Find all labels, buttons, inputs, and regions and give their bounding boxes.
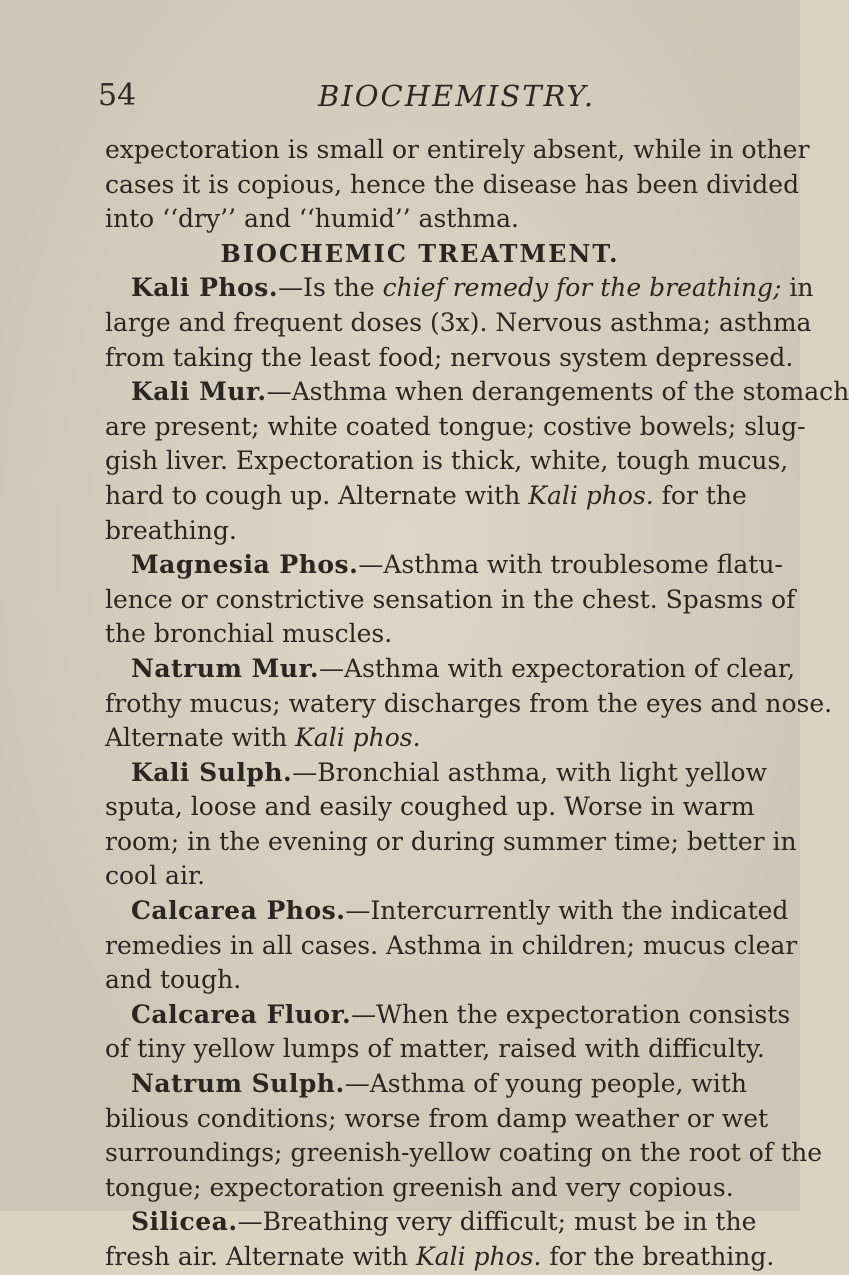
- text-run: for the breathing.: [541, 1242, 775, 1271]
- remedy-name: Kali Mur.: [131, 377, 267, 407]
- italic-text: Kali phos.: [528, 480, 654, 510]
- text-line: [105, 444, 789, 479]
- text-line: [105, 306, 812, 341]
- text-line: [105, 1032, 765, 1067]
- page-number: 54: [98, 78, 137, 113]
- text-run: fresh air. Alternate with: [105, 1242, 416, 1271]
- text-run: expectoration is small or entirely absent, while in other: [105, 135, 810, 164]
- remedy-name: Magnesia Phos.: [131, 550, 359, 580]
- text-run: lence or constrictive sensation in the chest. Spasms of: [105, 584, 796, 614]
- text-line: [105, 479, 747, 514]
- text-run: BIOCHEMIC TREATMENT.: [220, 238, 620, 268]
- text-run: breathing.: [105, 515, 237, 545]
- text-run: —Intercurrently with the indicated: [345, 896, 789, 926]
- remedy-name: Silicea.: [131, 1207, 238, 1237]
- text-line: [105, 929, 798, 964]
- text-run: —Asthma with expectoration of clear,: [319, 653, 796, 683]
- text-run: cool air.: [105, 861, 206, 891]
- text-line: [105, 1240, 775, 1275]
- text-run: large and frequent doses (3x). Nervous asthma; asthma: [105, 307, 812, 337]
- text-line: [105, 341, 794, 376]
- text-line: [105, 963, 735, 998]
- text-line: [105, 721, 735, 756]
- text-run: —When the expectoration consists: [351, 999, 791, 1029]
- italic-text: Kali phos.: [416, 1242, 542, 1271]
- text-run: and tough.: [105, 965, 242, 995]
- remedy-name: Natrum Sulph.: [131, 1069, 345, 1099]
- text-line: [105, 687, 833, 722]
- text-run: room; in the evening or during summer time; better in: [105, 826, 797, 856]
- remedy-name: Calcarea Fluor.: [131, 999, 352, 1029]
- text-run: for the: [653, 480, 747, 510]
- text-run: bilious conditions; worse from damp weather or wet: [105, 1103, 769, 1133]
- text-run: from taking the least food; nervous system depressed.: [105, 342, 794, 372]
- text-run: of tiny yellow lumps of matter, raised with difficulty.: [105, 1034, 765, 1064]
- running-title: BIOCHEMISTRY.: [318, 79, 596, 113]
- text-run: remedies in all cases. Asthma in children; mucus clear: [105, 930, 798, 960]
- text-line: [105, 168, 800, 203]
- body-text: [105, 133, 849, 1275]
- text-line: [105, 1171, 735, 1206]
- text-run: the bronchial muscles.: [105, 619, 393, 649]
- section-heading: [105, 237, 735, 272]
- text-line: [105, 1102, 769, 1137]
- text-line: [105, 998, 791, 1033]
- text-run: hard to cough up. Alternate with: [105, 480, 529, 510]
- italic-text: Kali phos.: [295, 723, 421, 753]
- remedy-name: Kali Phos.: [131, 273, 279, 303]
- text-run: Alternate with: [105, 723, 296, 753]
- text-line: [105, 514, 735, 549]
- text-line: [105, 859, 735, 894]
- text-run: into ‘‘dry’’ and ‘‘humid’’ asthma.: [105, 204, 519, 234]
- text-run: gish liver. Expectoration is thick, white, tough mucus,: [105, 446, 789, 476]
- text-run: frothy mucus; watery discharges from the eyes and nose.: [105, 688, 833, 718]
- remedy-name: Kali Sulph.: [131, 757, 293, 787]
- remedy-name: Calcarea Phos.: [131, 896, 346, 926]
- text-line: [105, 583, 796, 618]
- text-line: [105, 617, 735, 652]
- text-line: [105, 894, 789, 929]
- text-run: —Is the: [278, 273, 383, 303]
- page-header: [98, 76, 748, 116]
- text-line: [105, 375, 849, 410]
- text-line: [105, 652, 796, 687]
- text-line: [105, 133, 810, 168]
- text-run: —Asthma of young people, with: [344, 1069, 747, 1099]
- italic-text: chief remedy for the breathing;: [382, 273, 782, 303]
- text-line: [105, 1067, 747, 1102]
- text-line: [105, 790, 755, 825]
- text-line: [105, 1136, 822, 1171]
- text-run: —Breathing very difficult; must be in the: [237, 1207, 757, 1237]
- text-run: cases it is copious, hence the disease has been divided: [105, 169, 800, 199]
- text-line: [105, 825, 797, 860]
- remedy-name: Natrum Mur.: [131, 653, 320, 683]
- text-line: [105, 548, 783, 583]
- text-line: [105, 202, 735, 237]
- text-run: —Asthma with troublesome flatu-: [358, 550, 783, 580]
- text-run: are present; white coated tongue; costive bowels; slug-: [105, 411, 806, 441]
- text-run: —Bronchial asthma, with light yellow: [292, 757, 767, 787]
- text-run: tongue; expectoration greenish and very copious.: [105, 1172, 734, 1202]
- text-run: —Asthma when derangements of the stomach: [266, 377, 849, 407]
- text-line: [105, 756, 767, 791]
- text-line: [105, 410, 806, 445]
- text-run: surroundings; greenish-yellow coating on the root of the: [105, 1138, 822, 1168]
- text-line: [105, 1205, 757, 1240]
- text-line: [105, 271, 814, 306]
- text-run: sputa, loose and easily coughed up. Worse in warm: [105, 792, 755, 822]
- text-run: in: [781, 273, 814, 303]
